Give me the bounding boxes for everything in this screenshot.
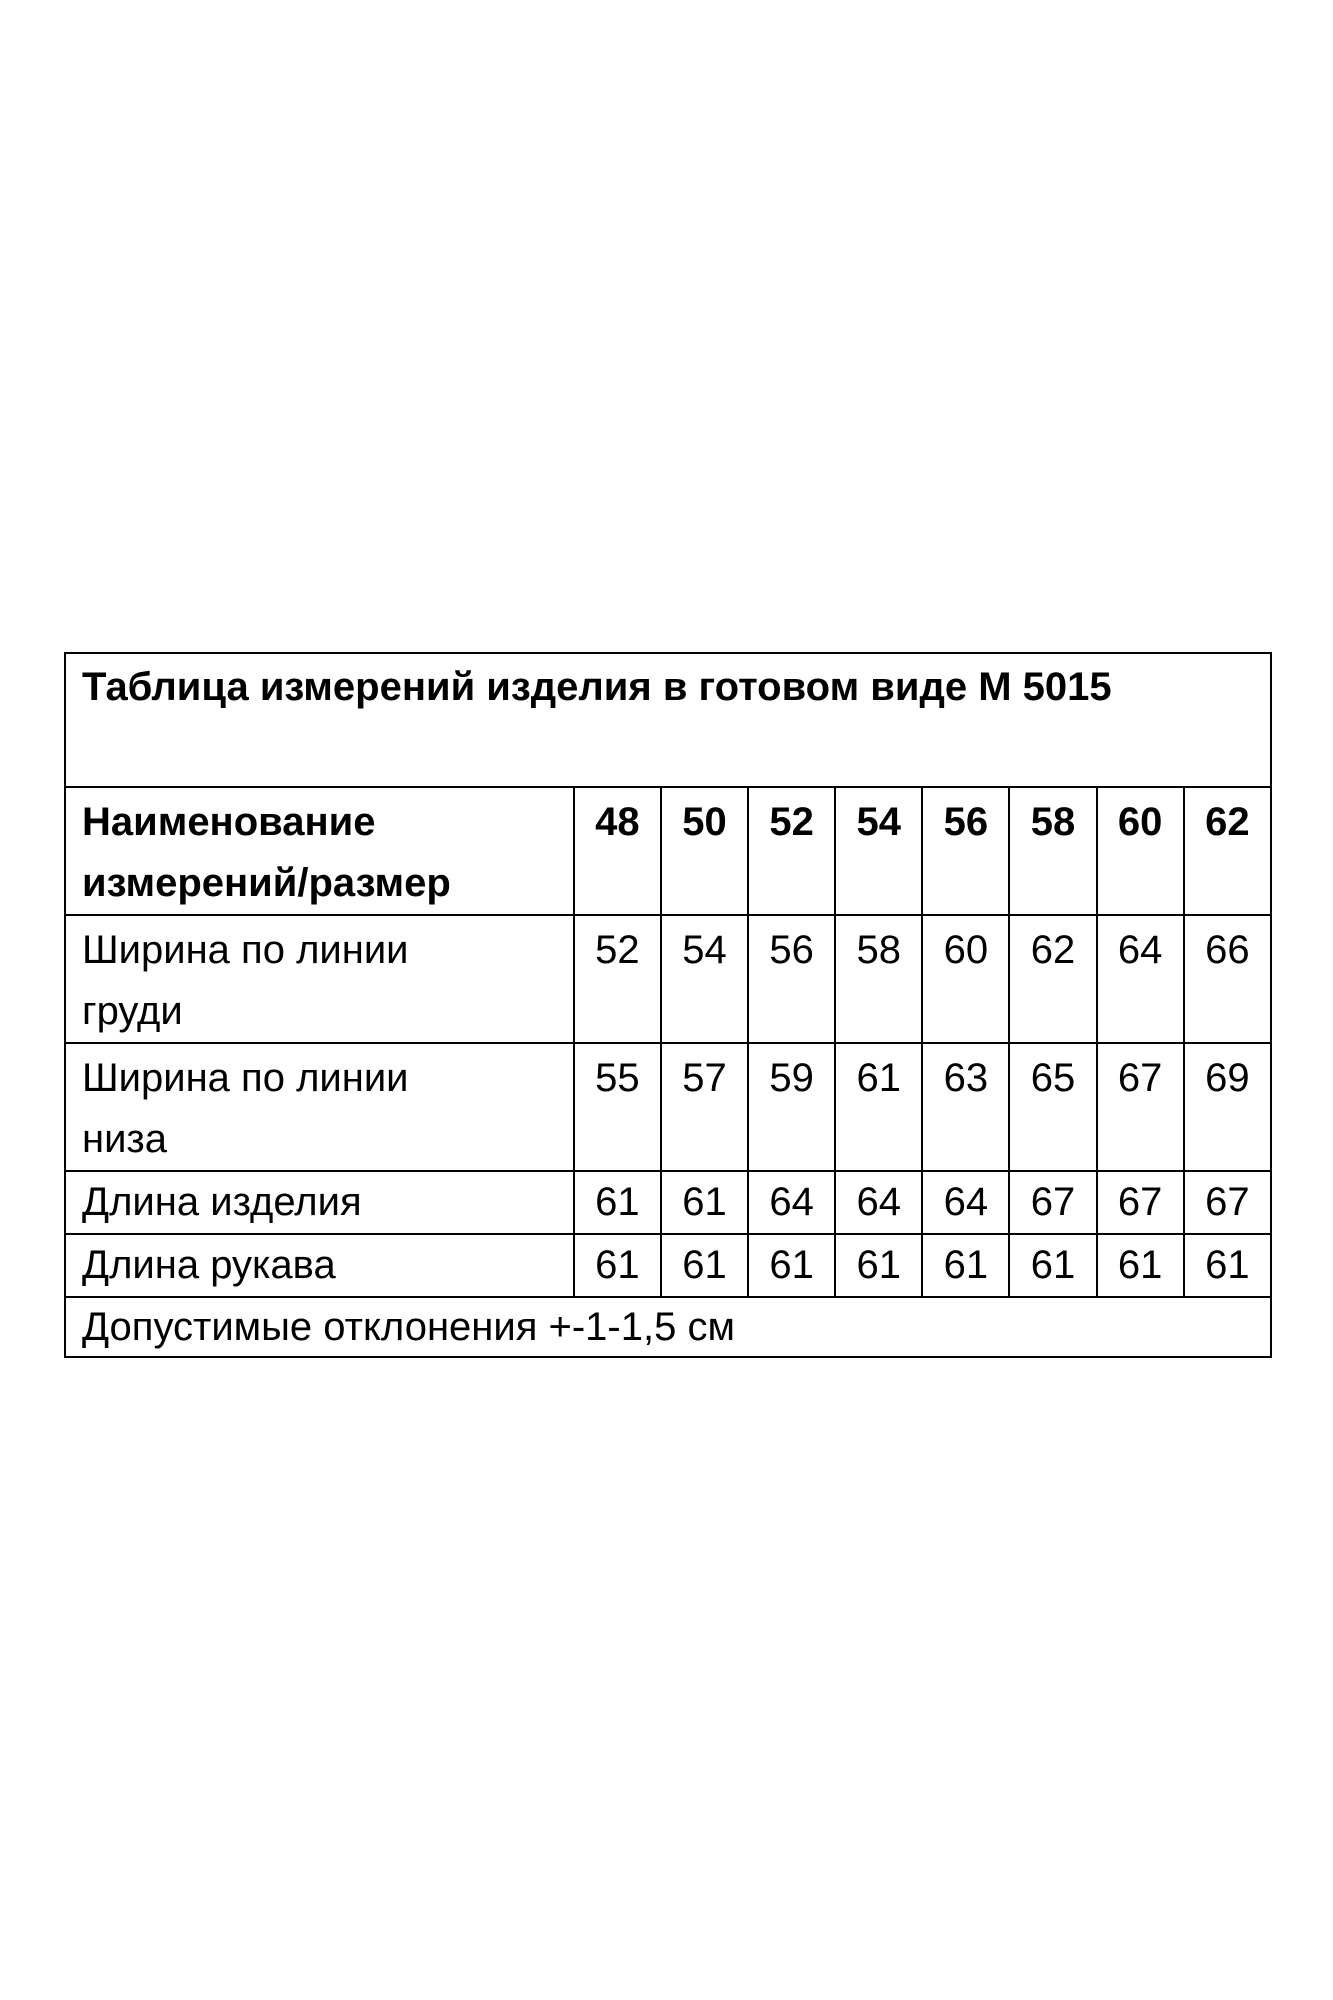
table-cell: 56 <box>748 915 835 1043</box>
table-cell: 61 <box>835 1234 922 1297</box>
table-cell: 57 <box>661 1043 748 1171</box>
header-size: 62 <box>1184 787 1271 915</box>
row-name-line2: низа <box>82 1117 168 1161</box>
table-cell: 66 <box>1184 915 1271 1043</box>
row-measurement-name: Длина изделия <box>65 1171 574 1234</box>
header-size: 50 <box>661 787 748 915</box>
table-cell: 67 <box>1184 1171 1271 1234</box>
table-cell: 65 <box>1009 1043 1096 1171</box>
row-measurement-name <box>65 1043 574 1171</box>
table-cell: 62 <box>1009 915 1096 1043</box>
table-cell: 61 <box>661 1234 748 1297</box>
tolerance-note: Допустимые отклонения +-1-1,5 см <box>65 1297 1271 1357</box>
table-cell: 64 <box>835 1171 922 1234</box>
table-cell: 60 <box>922 915 1009 1043</box>
header-size: 48 <box>574 787 661 915</box>
header-name-line1: Наименование <box>82 800 376 844</box>
table-row <box>65 1171 1271 1234</box>
table-cell: 67 <box>1097 1171 1184 1234</box>
table-row <box>65 1234 1271 1297</box>
row-name-line1: Ширина по линии <box>82 1056 409 1100</box>
table-row <box>65 915 1271 1043</box>
table-cell: 59 <box>748 1043 835 1171</box>
table-cell: 67 <box>1009 1171 1096 1234</box>
header-size: 56 <box>922 787 1009 915</box>
header-size: 60 <box>1097 787 1184 915</box>
table-title: Таблица измерений изделия в готовом виде М 5015 <box>65 653 1271 787</box>
size-measurement-table <box>64 652 1272 1358</box>
header-size: 58 <box>1009 787 1096 915</box>
header-size: 54 <box>835 787 922 915</box>
row-measurement-name: Длина рукава <box>65 1234 574 1297</box>
table-cell: 69 <box>1184 1043 1271 1171</box>
table-cell: 55 <box>574 1043 661 1171</box>
table-cell: 67 <box>1097 1043 1184 1171</box>
header-name-line2: измерений/размер <box>82 861 451 905</box>
table-title-row <box>65 653 1271 787</box>
table-cell: 58 <box>835 915 922 1043</box>
row-name-line2: груди <box>82 989 183 1033</box>
table-cell: 64 <box>1097 915 1184 1043</box>
table-cell: 64 <box>748 1171 835 1234</box>
table-cell: 61 <box>1184 1234 1271 1297</box>
header-size: 52 <box>748 787 835 915</box>
table-cell: 52 <box>574 915 661 1043</box>
row-name-line1: Ширина по линии <box>82 928 409 972</box>
table-cell: 61 <box>922 1234 1009 1297</box>
header-measurement-name <box>65 787 574 915</box>
table-cell: 61 <box>1009 1234 1096 1297</box>
table-cell: 61 <box>661 1171 748 1234</box>
table-cell: 61 <box>1097 1234 1184 1297</box>
table-row <box>65 1043 1271 1171</box>
table-cell: 61 <box>835 1043 922 1171</box>
table-cell: 54 <box>661 915 748 1043</box>
row-measurement-name <box>65 915 574 1043</box>
table-header-row <box>65 787 1271 915</box>
tolerance-note-row <box>65 1297 1271 1357</box>
table-cell: 64 <box>922 1171 1009 1234</box>
table-cell: 63 <box>922 1043 1009 1171</box>
table-cell: 61 <box>574 1234 661 1297</box>
table-cell: 61 <box>748 1234 835 1297</box>
table-cell: 61 <box>574 1171 661 1234</box>
